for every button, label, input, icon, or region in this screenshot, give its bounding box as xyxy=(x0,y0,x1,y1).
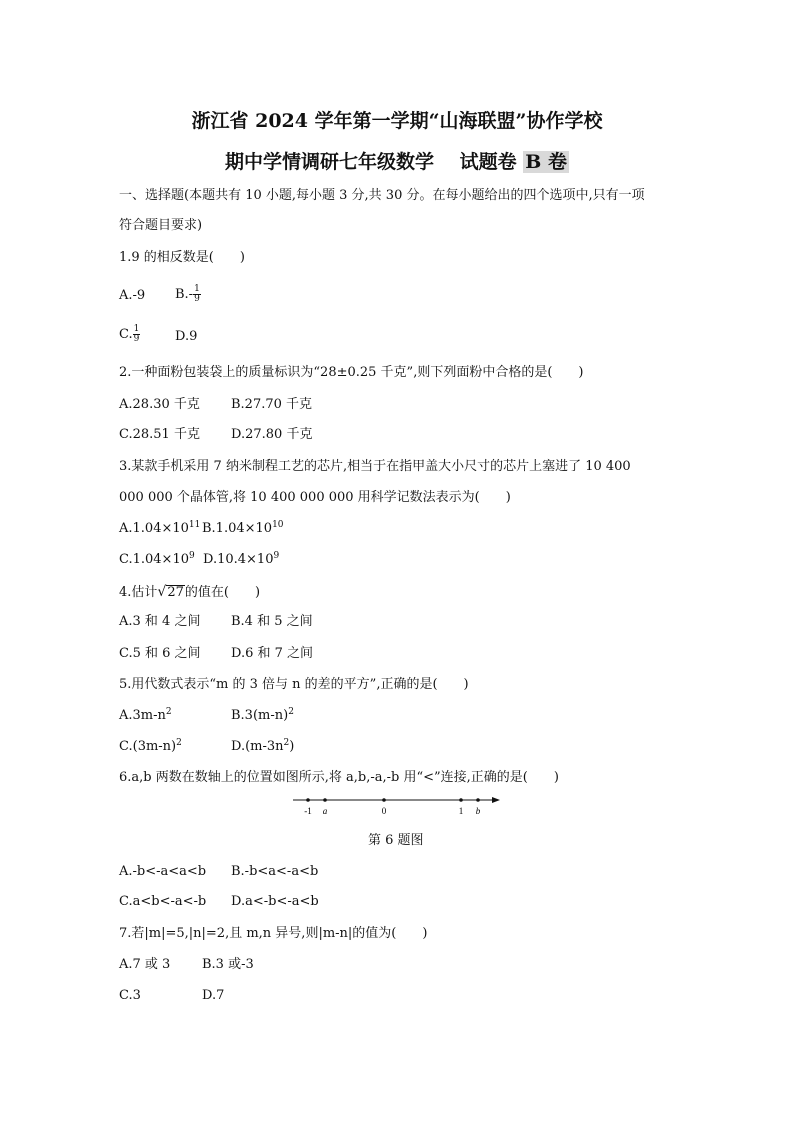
question-7-option-d: D.7 xyxy=(202,988,225,1003)
axis-label-a: a xyxy=(322,806,328,816)
axis-label-minus-one: -1 xyxy=(304,806,312,816)
question-5-option-a: $A.3m-n^2$ xyxy=(119,707,172,723)
section-heading-line1: 一、选择题(本题共有 10 小题,每小题 3 分,共 30 分。在每小题给出的四个选项中,只有一项 xyxy=(119,188,645,203)
number-line-figure xyxy=(288,790,508,820)
question-1-stem: 1.9 的相反数是( ) xyxy=(119,250,245,265)
question-3-stem-line2: 000 000 个晶体管,将 10 400 000 000 用科学记数法表示为( ) xyxy=(119,490,511,505)
point-one xyxy=(459,798,463,802)
exam-subtitle: 期中学情调研七年级数学 试题卷 xyxy=(225,151,517,173)
point-a xyxy=(323,798,327,802)
point-b xyxy=(476,798,480,802)
point-minus-one xyxy=(306,798,310,802)
question-2-option-b: B.27.70 千克 xyxy=(231,397,313,412)
question-3-stem-line1: 3.某款手机采用 7 纳米制程工艺的芯片,相当于在指甲盖大小尺寸的芯片上塞进了 10 400 xyxy=(119,459,631,474)
question-6-option-b: B.-b<a<-a<b xyxy=(231,864,319,879)
exam-title-line2 xyxy=(0,147,794,174)
question-4-option-c: C.5 和 6 之间 xyxy=(119,646,201,661)
arrow-icon xyxy=(492,797,500,803)
point-zero xyxy=(382,798,386,802)
fraction: $\frac{1}{9}$ xyxy=(194,284,200,304)
radicand: 27 xyxy=(167,585,184,600)
question-5-option-c: $C.(3m-n)^2$ xyxy=(119,738,182,754)
question-6-option-d: D.a<-b<-a<b xyxy=(231,894,319,909)
question-5-option-b: $B.3(m-n)^2$ xyxy=(231,707,294,723)
question-3-option-b: $B.1.04\times 10^{10}$ xyxy=(202,520,284,536)
question-6-option-c: C.a<b<-a<-b xyxy=(119,894,207,909)
question-4-option-d: D.6 和 7 之间 xyxy=(231,646,314,661)
question-7-option-b: B.3 或-3 xyxy=(202,957,254,972)
question-4-option-a: A.3 和 4 之间 xyxy=(119,614,201,629)
question-4-option-b: B.4 和 5 之间 xyxy=(231,614,313,629)
exam-title-line1: 浙江省 2024 学年第一学期“山海联盟”协作学校 xyxy=(191,110,603,132)
question-1-option-c: C. $\frac{1}{9}$ xyxy=(119,324,140,344)
question-2-stem: 2.一种面粉包装袋上的质量标识为“28±0.25 千克”,则下列面粉中合格的是( ) xyxy=(119,365,584,380)
question-2-option-d: D.27.80 千克 xyxy=(231,427,313,442)
question-3-option-c: $C.1.04\times 10^9$ xyxy=(119,551,195,567)
version-badge: B 卷 xyxy=(525,151,567,173)
question-1-option-d: D.9 xyxy=(175,329,198,344)
question-3-option-a: $A.1.04\times 10^{11}$ xyxy=(119,520,201,536)
question-5-option-d: $D.(m-3n^2)$ xyxy=(231,738,295,754)
question-7-stem: 7.若|m|=5,|n|=2,且 m,n 异号,则|m-n|的值为( ) xyxy=(119,926,428,941)
question-4-stem: 4.估计√27的值在( ) xyxy=(119,584,261,600)
question-1-option-a: A.-9 xyxy=(119,288,146,303)
question-2-option-c: C.28.51 千克 xyxy=(119,427,200,442)
axis-label-one: 1 xyxy=(458,806,464,816)
question-3-option-d: $D.10.4\times 10^9$ xyxy=(203,551,280,567)
question-5-stem: 5.用代数式表示“m 的 3 倍与 n 的差的平方”,正确的是( ) xyxy=(119,677,469,692)
question-1-option-b: B.- $\frac{1}{9}$ xyxy=(175,284,200,304)
fraction: $\frac{1}{9}$ xyxy=(133,324,140,344)
question-6-stem: 6.a,b 两数在数轴上的位置如图所示,将 a,b,-a,-b 用“<”连接,正确的是( ) xyxy=(119,770,559,785)
question-7-option-a: A.7 或 3 xyxy=(119,957,171,972)
axis-label-zero: 0 xyxy=(381,806,387,816)
sqrt-symbol: √ xyxy=(157,584,167,600)
figure-caption: 第 6 题图 xyxy=(368,833,424,848)
question-2-option-a: A.28.30 千克 xyxy=(119,397,200,412)
axis-label-b: b xyxy=(475,806,481,816)
section-heading-line2: 符合题目要求) xyxy=(119,218,203,233)
question-6-option-a: A.-b<-a<a<b xyxy=(119,864,207,879)
question-7-option-c: C.3 xyxy=(119,988,141,1003)
